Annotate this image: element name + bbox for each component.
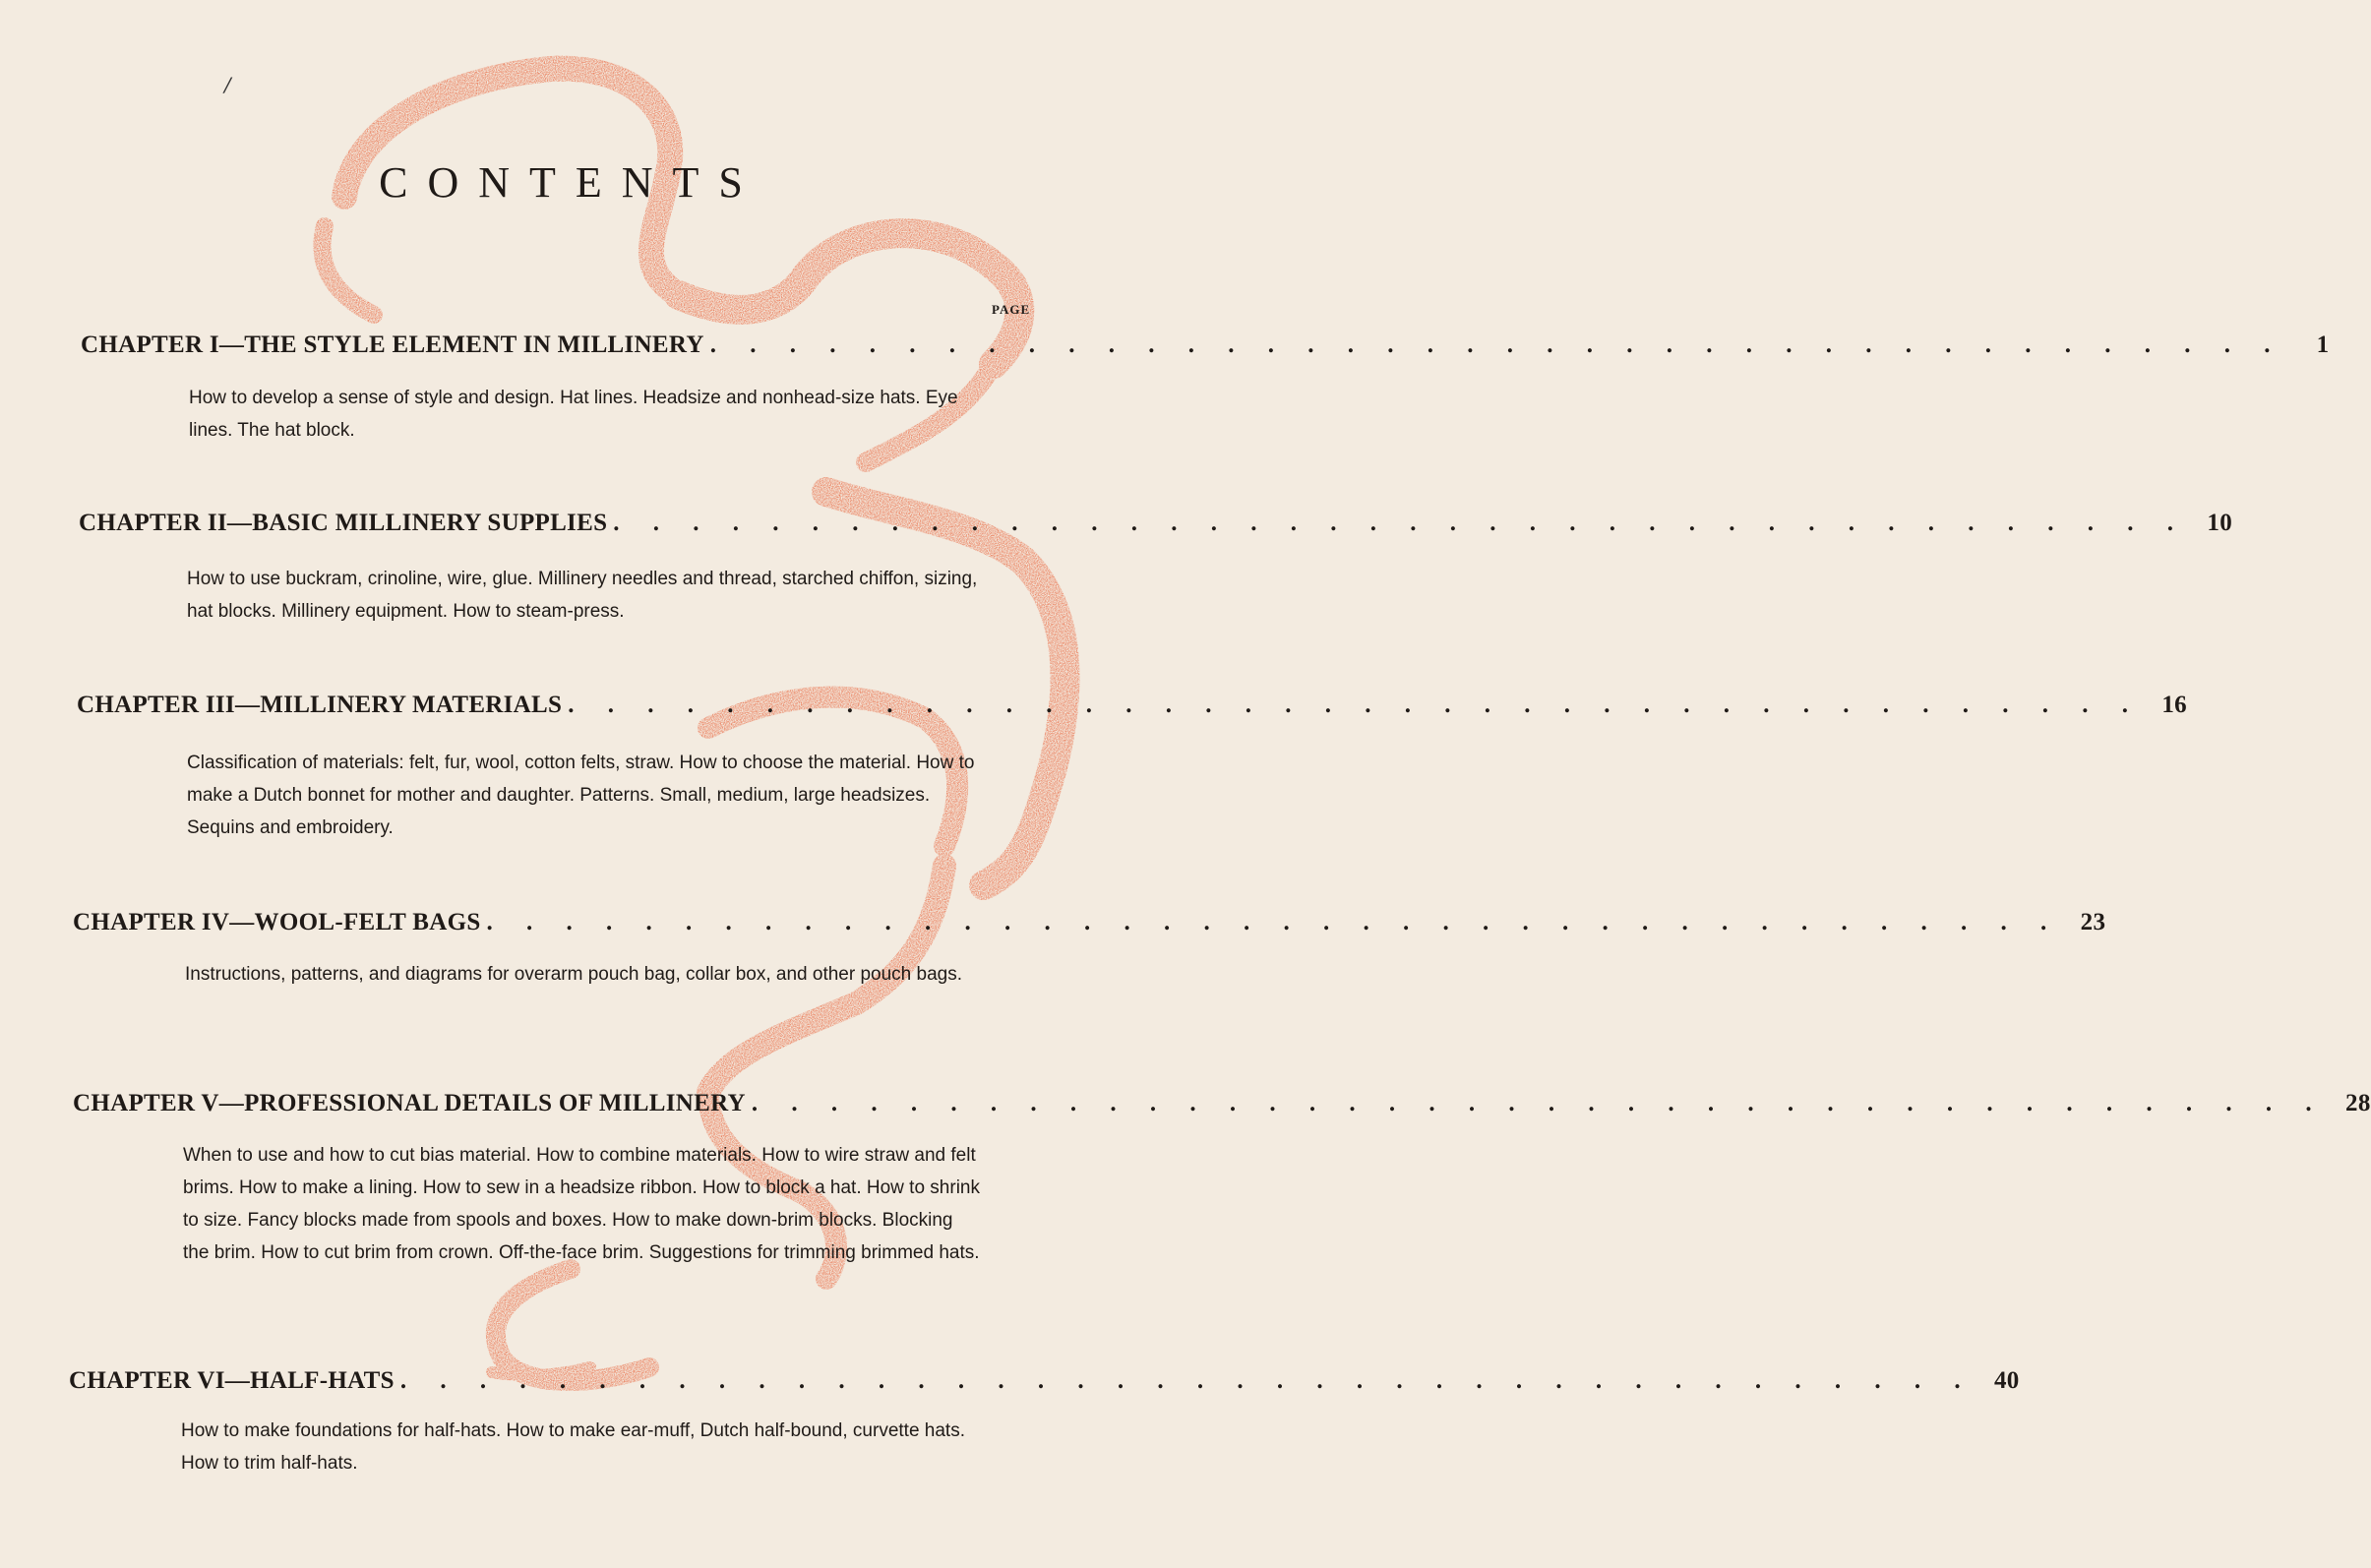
chapter-title: CHAPTER IV—WOOL-FELT BAGS [73, 909, 481, 935]
page-column-label: PAGE [992, 302, 1031, 317]
chapter-description: Instructions, patterns, and diagrams for overarm pouch bag, collar box, and other pouch bags. [185, 964, 963, 985]
chapter-heading [69, 1367, 2020, 1395]
chapter-page-number: 40 [1993, 1367, 2020, 1394]
chapter-title: CHAPTER VI—HALF-HATS [69, 1367, 395, 1394]
chapter-page-number: 28 [2345, 1090, 2371, 1116]
chapter-heading [79, 510, 2233, 537]
chapter-page-number: 23 [2080, 909, 2106, 935]
chapter-page-number: 16 [2161, 692, 2187, 718]
chapter-description: Classification of materials: felt, fur, wool, cotton felts, straw. How to choose the material. How to make a Dutch bonnet for mother and daughter. Patterns. Small, medium, large headsizes. Sequins and embroidery. [187, 753, 975, 838]
dot-leader: . . . . . . . . . . . . . . . . . . . . . . . . . . . . . . . . . . . . . . . . [709, 332, 2284, 358]
chapter-description: How to make foundations for half-hats. How to make ear-muff, Dutch half-bound, curvette hats. How to trim half-hats. [181, 1420, 965, 1474]
chapter-title: CHAPTER V—PROFESSIONAL DETAILS OF MILLINERY [73, 1090, 746, 1116]
chapter-description: How to develop a sense of style and design. Hat lines. Headsize and nonhead-size hats. Eye lines. The hat block. [189, 388, 958, 441]
chapter-heading [81, 332, 2330, 359]
page-title: CONTENTS [379, 158, 762, 207]
chapter-title: CHAPTER III—MILLINERY MATERIALS [77, 692, 563, 718]
dot-leader: . . . . . . . . . . . . . . . . . . . . . . . . . . . . . . . . . . . . . . . . [568, 692, 2142, 718]
chapter-heading [77, 692, 2187, 719]
dot-leader: . . . . . . . . . . . . . . . . . . . . . . . . . . . . . . . . . . . . . . . . [613, 510, 2188, 536]
chapter-heading [73, 1090, 2371, 1117]
dot-leader: . . . . . . . . . . . . . . . . . . . . . . . . . . . . . . . . . . . . . . . . [486, 909, 2061, 935]
chapter-title: CHAPTER II—BASIC MILLINERY SUPPLIES [79, 510, 608, 536]
chapter-page-number: 10 [2207, 510, 2233, 536]
chapter-description: How to use buckram, crinoline, wire, glue. Millinery needles and thread, starched chiffon, sizing, hat blocks. Millinery equipment. How to steam-press. [187, 569, 978, 622]
chapter-description: When to use and how to cut bias material. How to combine materials. How to wire straw and felt brims. How to make a lining. How to sew in a headsize ribbon. How to block a hat. How to shrink to size. Fancy blocks made from spools and boxes. How to make down-brim blocks. Blocking the brim. How to cut brim from crown. Off-the-face brim. Suggestions for trimming brimmed hats. [183, 1145, 980, 1263]
pencil-mark: / [224, 73, 231, 96]
chapter-title: CHAPTER I—THE STYLE ELEMENT IN MILLINERY [81, 332, 704, 358]
chapter-heading [73, 909, 2106, 936]
dot-leader: . . . . . . . . . . . . . . . . . . . . . . . . . . . . . . . . . . . . . . . . [751, 1090, 2326, 1116]
chapter-page-number: 1 [2316, 332, 2330, 358]
dot-leader: . . . . . . . . . . . . . . . . . . . . . . . . . . . . . . . . . . . . . . . . [399, 1367, 1975, 1394]
